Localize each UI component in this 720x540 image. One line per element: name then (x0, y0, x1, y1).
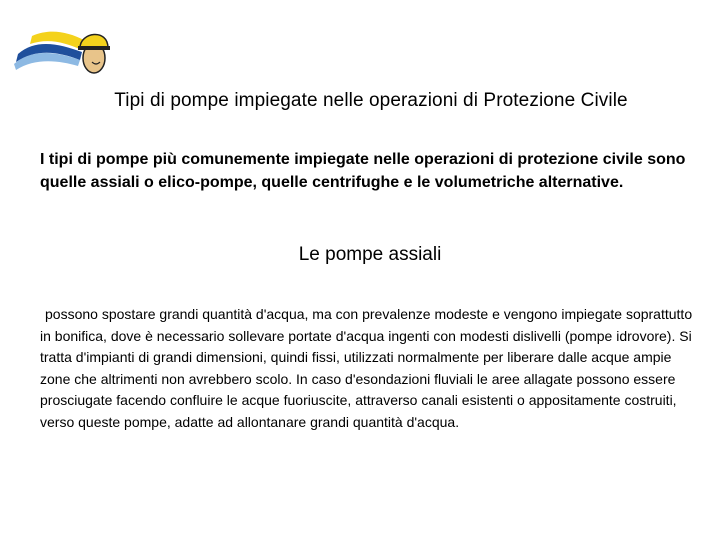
intro-paragraph: I tipi di pompe più comunemente impiegate nelle operazioni di protezione civile sono quelle assiali o elico-pompe, quelle centrifughe e le volumetriche alternative. (40, 151, 686, 191)
section-body-first-line: possono spostare grandi quantità d'acqua, ma con prevalenze modeste e vengono (45, 306, 558, 322)
page-title: Tipi di pompe impiegate nelle operazioni di Protezione Civile (114, 90, 628, 111)
helmet-logo-icon (10, 18, 110, 82)
section-title-prefix: Le (298, 244, 326, 265)
civil-protection-logo (10, 18, 110, 82)
section-body-rest: impiegate soprattutto in bonifica, dove è necessario sollevare portate d'acqua ingenti con modesti dislivelli (pompe idrovore). Si tratta d'impianti di grandi dimensioni, quindi fissi, utilizzati normalmente per liberare dalle acque ampie zone che altrimenti non avrebbero scolo. In caso d'esondazioni fluviali le aree allagate possono essere prosciugate facendo confluire le acque fuoriuscite, attraverso canali esistenti o appositamente costruiti, verso queste pompe, adatte ad allontanare grandi quantità d'acqua. (40, 306, 693, 430)
section-title (0, 244, 720, 266)
section-title-emphasis: pompe assiali (325, 244, 442, 265)
section-body (40, 304, 705, 433)
